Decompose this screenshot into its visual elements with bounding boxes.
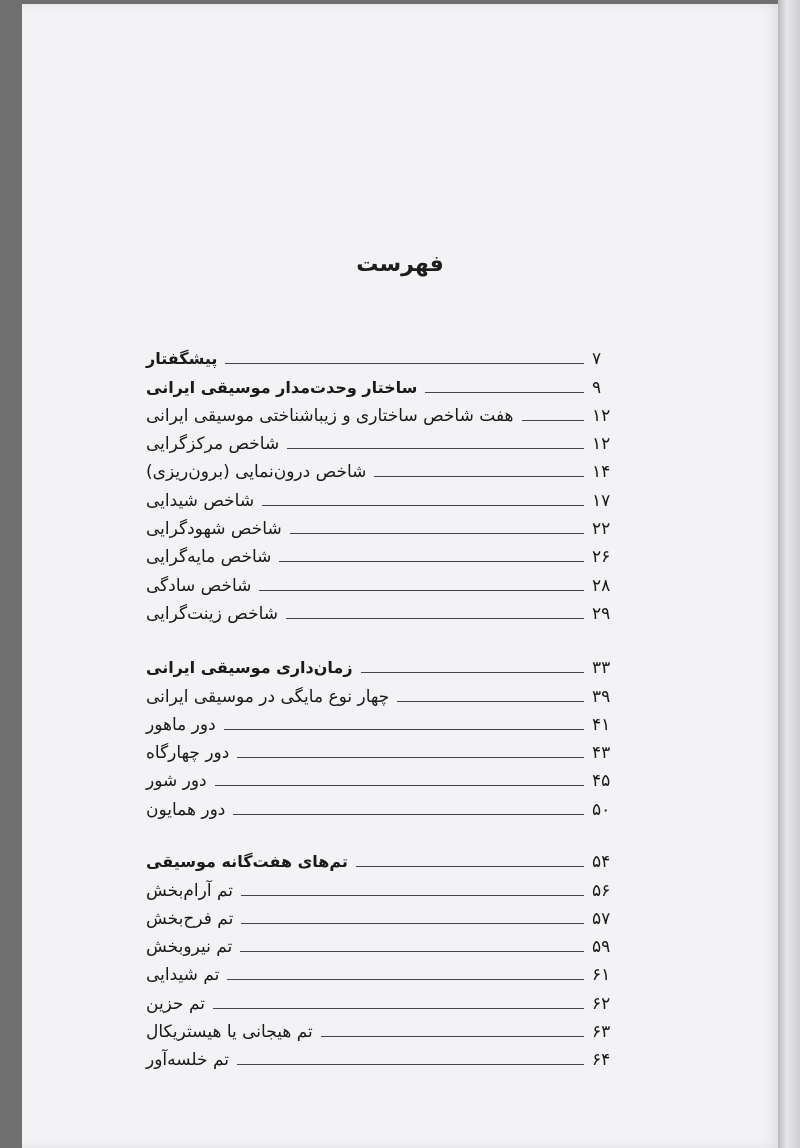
toc-entry — [0, 680, 800, 708]
toc-entry-page: ۶۱ — [592, 965, 611, 986]
toc-entry — [0, 874, 800, 902]
toc-entry-label: شاخص مایه‌گرایی — [146, 547, 272, 568]
toc-entry-page: ۶۲ — [592, 993, 611, 1014]
toc-entry-label: چهار نوع مایگی در موسیقی ایرانی — [146, 686, 390, 707]
toc-entry-page: ۵۶ — [592, 880, 611, 901]
leader-line — [425, 392, 584, 393]
toc-entry-label: دور شور — [146, 771, 207, 792]
toc-entry-label: تم آرام‌بخش — [146, 880, 234, 901]
toc-entry — [0, 569, 800, 597]
toc-entry-label: تم خلسه‌آور — [146, 1050, 230, 1071]
toc-entry — [0, 709, 800, 737]
leader-line — [224, 729, 584, 730]
toc-entry — [0, 1016, 800, 1044]
toc-entry — [0, 987, 800, 1015]
toc-entry-label: تم شیدایی — [146, 965, 220, 986]
toc-entry-label: تم هیجانی یا هیستریکال — [146, 1022, 313, 1043]
toc-entry — [0, 343, 800, 371]
toc-entry-label: دور همایون — [146, 799, 226, 820]
toc-entry-label: تم حزین — [146, 993, 206, 1014]
toc-entry-label: تم نیروبخش — [146, 937, 233, 958]
leader-line — [225, 363, 584, 364]
toc-entry — [0, 846, 800, 874]
toc-entry-label: دور چهارگاه — [146, 743, 230, 764]
leader-line — [279, 561, 584, 562]
page-title: فهرست — [356, 252, 444, 277]
toc-entry — [0, 1044, 800, 1072]
toc-entry — [0, 484, 800, 512]
leader-line — [241, 895, 584, 896]
toc-entry-page: ۴۵ — [592, 771, 611, 792]
toc-entry-label: هفت شاخص ساختاری و زیباشناختی موسیقی ایرانی — [146, 405, 514, 426]
leader-line — [227, 979, 584, 980]
toc-entry-page: ۵۷ — [592, 908, 611, 929]
toc-entry — [0, 400, 800, 428]
toc-section — [0, 652, 800, 822]
toc-entry-label: ساختار وحدت‌مدار موسیقی ایرانی — [146, 377, 418, 397]
toc-entry-label: شاخص درون‌نمایی (برون‌ریزی) — [146, 462, 367, 483]
toc-section — [0, 343, 800, 626]
leader-line — [237, 1064, 584, 1065]
leader-line — [241, 923, 584, 924]
leader-line — [237, 757, 584, 758]
toc-entry — [0, 959, 800, 987]
toc-entry — [0, 456, 800, 484]
toc-entry-page: ۴۱ — [592, 714, 611, 735]
toc-entry-label: شاخص شیدایی — [146, 490, 255, 511]
toc-entry-page: ۱۲ — [592, 405, 611, 426]
toc-entry — [0, 793, 800, 821]
toc-entry — [0, 652, 800, 680]
toc-section — [0, 846, 800, 1072]
leader-line — [361, 672, 584, 673]
toc-entry — [0, 513, 800, 541]
toc-entry-label: پیشگفتار — [146, 349, 218, 369]
toc-entry-label: شاخص مرکزگرایی — [146, 434, 280, 455]
toc-entry-page: ۲۲ — [592, 519, 611, 540]
toc-entry — [0, 903, 800, 931]
toc-entry-label: تم فرح‌بخش — [146, 908, 234, 929]
toc-entry-page: ۲۸ — [592, 575, 611, 596]
toc-entry-page: ۳۳ — [592, 658, 611, 679]
toc-entry-page: ۵۴ — [592, 852, 611, 873]
leader-line — [213, 1008, 584, 1009]
toc-entry-label: دور ماهور — [146, 714, 216, 735]
toc-entry-label: شاخص زینت‌گرایی — [146, 603, 279, 624]
toc-entry-label: تم‌های هفت‌گانه موسیقی — [146, 852, 348, 872]
toc-entry-page: ۲۶ — [592, 547, 611, 568]
toc-entry-page: ۲۹ — [592, 603, 611, 624]
leader-line — [356, 866, 584, 867]
leader-line — [522, 420, 584, 421]
toc-entry-page: ۷ — [592, 349, 602, 370]
toc-entry-page: ۱۲ — [592, 434, 611, 455]
toc-entry-page: ۵۹ — [592, 937, 611, 958]
leader-line — [215, 785, 584, 786]
toc-entry — [0, 428, 800, 456]
toc-entry-page: ۶۴ — [592, 1050, 611, 1071]
leader-line — [262, 505, 584, 506]
leader-line — [290, 533, 584, 534]
toc-entry-page: ۳۹ — [592, 686, 611, 707]
toc-entry-page: ۴۳ — [592, 743, 611, 764]
leader-line — [397, 701, 584, 702]
toc-entry-page: ۶۳ — [592, 1022, 611, 1043]
toc-entry — [0, 371, 800, 399]
leader-line — [321, 1036, 584, 1037]
leader-line — [286, 618, 584, 619]
toc-entry-label: شاخص شهودگرایی — [146, 519, 282, 540]
toc-entry — [0, 931, 800, 959]
leader-line — [287, 448, 584, 449]
toc-entry-page: ۵۰ — [592, 799, 611, 820]
toc-entry-label: زمان‌داری موسیقی ایرانی — [146, 658, 353, 678]
leader-line — [233, 814, 584, 815]
toc-entry-page: ۱۴ — [592, 462, 611, 483]
toc-entry — [0, 598, 800, 626]
leader-line — [240, 951, 584, 952]
toc-entry — [0, 765, 800, 793]
leader-line — [259, 590, 584, 591]
toc-entry-page: ۹ — [592, 377, 602, 398]
toc-entry-page: ۱۷ — [592, 490, 611, 511]
leader-line — [374, 476, 584, 477]
toc-entry — [0, 737, 800, 765]
toc-entry — [0, 541, 800, 569]
toc-entry-label: شاخص سادگی — [146, 575, 252, 596]
